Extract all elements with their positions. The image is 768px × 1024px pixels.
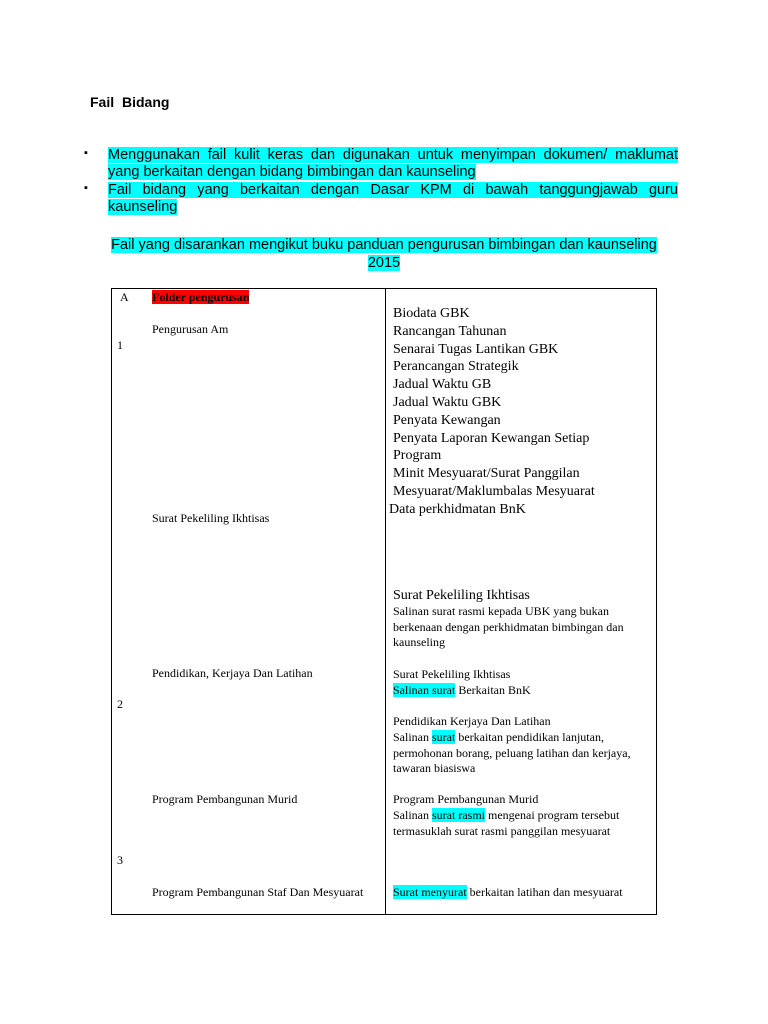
list-item: Penyata Kewangan <box>393 412 501 428</box>
highlighted-text: Surat menyurat <box>393 885 467 899</box>
bullet-marker: ▪ <box>84 182 88 194</box>
file-list <box>389 305 595 519</box>
highlighted-text: Salinan surat <box>393 683 456 697</box>
column-b-header <box>152 290 249 305</box>
bullet-marker: ▪ <box>84 147 88 159</box>
highlighted-text: surat <box>432 730 456 744</box>
page-title: Fail Bidang <box>90 94 170 110</box>
row-number: 3 <box>117 853 123 867</box>
column-a-header: A <box>120 290 129 304</box>
list-item: Perancangan Strategik <box>393 359 519 375</box>
block-text: Salinan <box>393 730 432 744</box>
list-item: Program <box>393 448 442 464</box>
list-item: Data perkhidmatan BnK <box>389 501 526 517</box>
block-text: berkaitan latihan dan mesyuarat <box>466 885 623 899</box>
block-title: Program Pembangunan Murid <box>393 792 539 806</box>
bullet-text: Menggunakan fail kulit keras dan digunakan untuk menyimpan dokumen/ maklumat yang berkaitan dengan bidang bimbingan dan kaunseling <box>108 147 678 180</box>
folder-item: Program Pembangunan Murid <box>152 792 298 806</box>
folder-item: Pendidikan, Kerjaya Dan Latihan <box>152 666 313 680</box>
row-number: 1 <box>117 338 123 352</box>
folder-item: Surat Pekeliling Ikhtisas <box>152 511 270 525</box>
note-text: Fail yang disarankan mengikut buku panduan pengurusan bimbingan dan kaunseling 2015 <box>111 237 657 271</box>
column-b-header-text: Folder pengurusan <box>152 290 250 304</box>
list-item: Senarai Tugas Lantikan GBK <box>393 341 559 357</box>
block-title: Pendidikan Kerjaya Dan Latihan <box>393 714 551 728</box>
block-description: Salinan surat rasmi kepada UBK yang bukan berkenaan dengan perkhidmatan bimbingan dan kaunseling <box>393 604 624 649</box>
block-text: mengenai program tersebut termasuklah surat rasmi panggilan mesyuarat <box>393 808 620 838</box>
block-description <box>393 730 655 777</box>
block-description <box>393 808 655 839</box>
list-item: Penyata Laporan Kewangan Setiap <box>393 430 590 446</box>
block-description <box>393 683 655 699</box>
block-title: Surat Pekeliling Ikhtisas <box>393 667 511 681</box>
row-number: 2 <box>117 697 123 711</box>
bullet-item <box>84 147 678 181</box>
block-text: Berkaitan BnK <box>455 683 531 697</box>
list-item: Jadual Waktu GBK <box>393 394 502 410</box>
list-item: Minit Mesyuarat/Surat Panggilan <box>393 466 580 482</box>
list-item: Jadual Waktu GB <box>393 377 492 393</box>
list-item: Mesyuarat/Maklumbalas Mesyuarat <box>393 483 595 499</box>
bullet-item <box>84 182 678 216</box>
table-column-divider <box>385 288 386 915</box>
folder-item: Pengurusan Am <box>152 322 229 336</box>
bullet-text: Fail bidang yang berkaitan dengan Dasar KPM di bawah tanggungjawab guru kaunseling <box>108 182 678 215</box>
block-text: Salinan <box>393 808 432 822</box>
highlighted-text: surat rasmi <box>432 808 485 822</box>
block-text: berkaitan pendidikan lanjutan, permohonan borang, peluang latihan dan kerjaya, tawaran biasiswa <box>393 730 631 775</box>
list-item: Biodata GBK <box>393 306 470 321</box>
block-description <box>393 885 655 901</box>
block-title: Surat Pekeliling Ikhtisas <box>393 588 530 603</box>
list-item: Rancangan Tahunan <box>393 323 507 339</box>
note-paragraph <box>96 236 672 272</box>
folder-item: Program Pembangunan Staf Dan Mesyuarat <box>152 885 364 899</box>
